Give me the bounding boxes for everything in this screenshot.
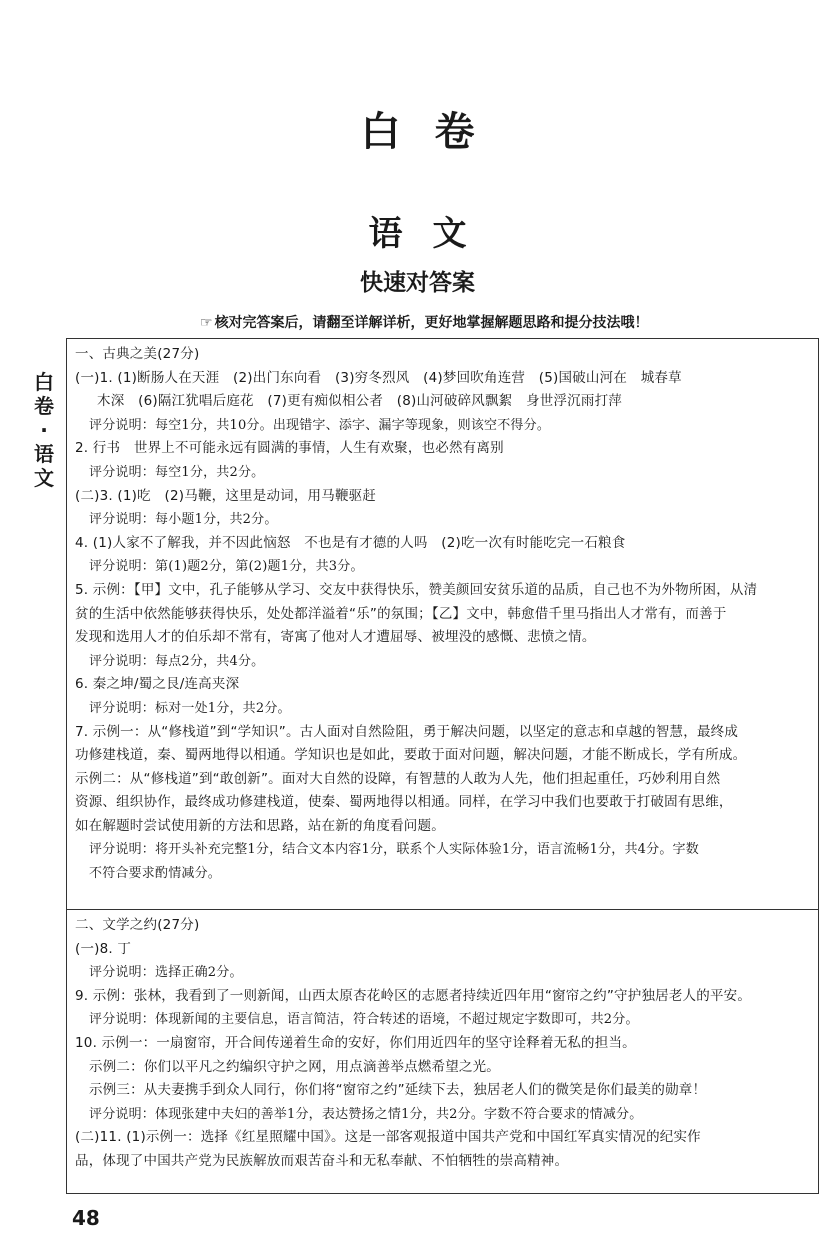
side-tab-char: 卷 [34, 394, 54, 418]
answer-line: 品，体现了中国共产党为民族解放而艰苦奋斗和无私奉献、不怕牺牲的崇高精神。 [75, 1152, 569, 1169]
answer-line: (一)8. 丁 [75, 940, 132, 957]
section-heading: 一、古典之美(27分) [75, 346, 200, 362]
subject-title: 语文 [368, 214, 497, 254]
answer-line: 发现和选用人才的伯乐却不常有，寄寓了他对人才遭屈辱、被埋没的感慨、悲愤之情。 [75, 629, 596, 646]
answer-line: 2. 行书 世界上不可能永远有圆满的事情，人生有欢聚，也必然有离别 [75, 440, 504, 457]
side-tab-char: · [40, 418, 48, 442]
answer-line: 10. 示例一：一扇窗帘，开合间传递着生命的安好，你们用近四年的坚守诠释着无私的担当。 [75, 1034, 636, 1051]
answer-line: (一)1. (1)断肠人在天涯 (2)出门东向看 (3)穷冬烈风 (4)梦回吹角连营 (5)国破山河在 城春草 [75, 369, 682, 386]
side-tab-char: 白 [34, 370, 54, 394]
scoring-note: 评分说明：每点2分，共4分。 [89, 653, 265, 669]
scoring-note: 评分说明：每空1分，共2分。 [89, 464, 265, 480]
answer-line: 9. 示例：张林，我看到了一则新闻，山西太原杏花岭区的志愿者持续近四年用“窗帘之约”守护独居老人的平安。 [75, 987, 752, 1004]
page-number: 48 [72, 1206, 100, 1230]
answer-line: 功修建栈道，秦、蜀两地得以相通。学知识也是如此，要敢于面对问题，解决问题，才能不断成长，学有所成。 [75, 747, 747, 764]
side-tab [30, 370, 58, 490]
section-classical-beauty [66, 338, 819, 910]
side-tab-char: 文 [34, 466, 54, 490]
answer-line: 如在解题时尝试使用新的方法和思路，站在新的角度看问题。 [75, 817, 445, 834]
answer-line: 示例二：从“修栈道”到“敢创新”。面对大自然的设障，有智慧的人敢为人先，他们担起重任，巧妙利用自然 [75, 770, 721, 787]
answer-line: 贫的生活中依然能够获得快乐，处处都洋溢着“乐”的氛围；【乙】文中，韩愈借千里马指出人才常有，而善于 [75, 605, 727, 622]
answer-line: 资源、组织协作，最终成功修建栈道，使秦、蜀两地得以相通。同样，在学习中我们也要敢于打破固有思维， [75, 794, 733, 811]
pointing-hand-icon: ☞ [200, 315, 213, 331]
scoring-note: 不符合要求酌情减分。 [89, 866, 222, 882]
scoring-note: 评分说明：每空1分，共10分。出现错字、添字、漏字等现象，则该空不得分。 [89, 417, 551, 433]
scoring-note: 评分说明：选择正确2分。 [89, 965, 243, 981]
side-tab-char: 语 [34, 442, 54, 466]
answer-line: 示例二：你们以平凡之约编织守护之网，用点滴善举点燃希望之光。 [89, 1058, 500, 1075]
scoring-note: 评分说明：体现新闻的主要信息，语言简洁，符合转述的语境，不超过规定字数即可，共2分。 [89, 1012, 639, 1028]
answer-line: 5. 示例：【甲】文中，孔子能够从学习、交友中获得快乐，赞美颜回安贫乐道的品质，自己也不为外物所困，从清 [75, 581, 758, 598]
scoring-note: 评分说明：将开头补充完整1分，结合文本内容1分，联系个人实际体验1分，语言流畅1分，共4分。字数 [89, 842, 699, 858]
answer-line: 木深 (6)隔江犹唱后庭花 (7)更有痴似相公者 (8)山河破碎风飘絮 身世浮沉雨打萍 [97, 393, 622, 410]
answer-line: (二)3. (1)吃 (2)马鞭，这里是动词，用马鞭驱赶 [75, 487, 377, 504]
answer-line: 7. 示例一：从“修栈道”到“学知识”。古人面对自然险阻，勇于解决问题，以坚定的意志和卓越的智慧，最终成 [75, 723, 739, 740]
scoring-note: 评分说明：每小题1分，共2分。 [89, 512, 278, 528]
scoring-note: 评分说明：体现张建中夫妇的善举1分，表达赞扬之情1分，共2分。字数不符合要求的情减分。 [89, 1106, 643, 1122]
answer-line: 6. 秦之坤/蜀之艮/连高夹深 [75, 676, 240, 693]
page-title: 白卷 [360, 108, 509, 155]
tip-line [200, 312, 649, 332]
answer-line: 示例三：从夫妻携手到众人同行，你们将“窗帘之约”延续下去，独居老人们的微笑是你们最美的勋章！ [89, 1082, 707, 1099]
scoring-note: 评分说明：标对一处1分，共2分。 [89, 700, 291, 716]
section-literature [66, 910, 819, 1194]
answer-key-subtitle: 快速对答案 [360, 270, 475, 296]
answer-line: 4. (1)人家不了解我，并不因此恼怒 不也是有才德的人吗 (2)吃一次有时能吃完一石粮食 [75, 534, 626, 551]
tip-text: 核对完答案后，请翻至详解详析，更好地掌握解题思路和提分技法哦！ [214, 315, 649, 331]
scoring-note: 评分说明：第(1)题2分，第(2)题1分，共3分。 [89, 559, 364, 575]
section-heading: 二、文学之约(27分) [75, 917, 200, 933]
answer-line: (二)11. (1)示例一：选择《红星照耀中国》。这是一部客观报道中国共产党和中国红军真实情况的纪实作 [75, 1129, 701, 1146]
